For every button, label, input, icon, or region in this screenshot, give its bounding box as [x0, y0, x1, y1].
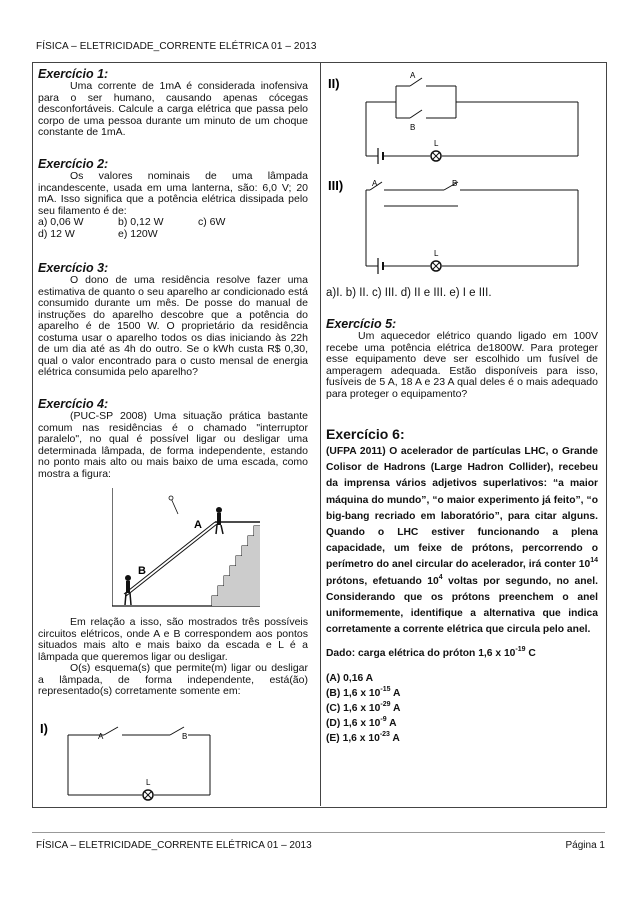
circuit-ii-switch-b: B [410, 123, 416, 132]
circuit-i [38, 715, 248, 805]
alternative-c-exponent: -29 [380, 701, 391, 709]
exercise-5-text: Um aquecedor elétrico quando ligado em 100V recebe uma potência elétrica de1800W. Para proteger esse equipamento deve ser escolhido um fusível de amperagem adequada. Estão disponíveis para isso, fusíveis de 5 A, 18 A e 23 A qual deles é o mais adequado para proteger o equipamento? [326, 330, 598, 400]
exercise-6-text-part-2: prótons, efetuando 10 [326, 575, 439, 587]
exercise-5 [326, 318, 598, 400]
alternative-c-unit: A [390, 703, 401, 715]
exercise-6-text-part-1: (UFPA 2011) O acelerador de partículas LHC, o Grande Colisor de Hadrons (Large Hadron Collider), recebeu da imprensa vários adjetivos superlativos: “a maior máquina do mundo”, “o maior experimento já feito”, “o big-bang recriado em laboratório”, para citar alguns. Quando o LHC estiver funcionando a plena capacidade, um feixe de prótons, percorrendo o perímetro do anel circular do acelerador, irá conter 10 [326, 446, 598, 571]
alternative-e-exponent: -23 [379, 731, 390, 739]
exercise-3-text: O dono de uma residência resolve fazer uma estimativa de quanto o seu aparelho ar condicionado está consumido durante um mês. De posse do manual de instruções do aparelho descobre que a potência do aparelho é de 1500 W. O proprietário da residência costuma usar o aparelho todos os dias iniciando às 22h de um dia até as 4h do outro. Se o kWh custa R$ 0,30, qual o valor encontrado para o custo mensal de energia elétrica consumida pelo aparelho? [38, 274, 308, 378]
exercise-1-title: Exercício 1: [38, 67, 109, 81]
circuit-i-switch-a: A [98, 732, 104, 741]
circuit-ii-switch-a: A [410, 71, 416, 80]
exercise-4-continued [38, 617, 308, 698]
exercise-4 [38, 398, 308, 480]
circuit-iii-lamp-label: L [434, 249, 439, 258]
given-unit: C [525, 648, 536, 660]
alternative-b-text: (B) 1,6 x 10 [326, 687, 381, 699]
option-d: d) 12 W [38, 227, 75, 240]
column-divider [320, 62, 321, 806]
alternative-b-unit: A [390, 687, 401, 699]
circuit-i-label: I) [40, 721, 48, 736]
exercise-6-alternatives [326, 671, 598, 747]
exercise-5-title: Exercício 5: [326, 317, 397, 331]
exercise-1 [38, 68, 308, 139]
exercise-3-title: Exercício 3: [38, 261, 109, 275]
alternative-a [326, 671, 598, 686]
footer-divider [32, 832, 605, 833]
circuit-iii-switch-a: A [372, 179, 378, 188]
circuit-iii-label: III) [328, 178, 344, 193]
alternative-d [326, 716, 598, 731]
exercise-3 [38, 262, 308, 379]
alternative-d-text: (D) 1,6 x 10 [326, 718, 381, 730]
exponent-turns: 4 [438, 573, 443, 581]
exercise-2-text: Os valores nominais de uma lâmpada incandescente, usada em uma lanterna, são: 6,0 V; 20 mA. Isso significa que a potência elétrica dissipada pelo seu filamento é de: [38, 170, 308, 217]
given-exponent: -19 [515, 646, 526, 654]
exercise-2-title: Exercício 2: [38, 157, 109, 171]
alternative-c-text: (C) 1,6 x 10 [326, 703, 381, 715]
exercise-6-given [326, 646, 598, 662]
alternative-e-unit: A [389, 733, 400, 745]
exercise-6-text-part-3: voltas por segundo, no anel. Considerando que os prótons preenchem o anel uniformemente, identifique a alternativa que indica corretamente a corrente elétrica que circula pelo anel. [326, 575, 598, 636]
circuit-ii-label: II) [328, 76, 340, 91]
alternative-d-exponent: -9 [380, 716, 387, 724]
stair-label-a: A [194, 519, 202, 531]
exercise-4-answers [326, 288, 598, 300]
option-a: a) 0,06 W [38, 216, 84, 228]
circuit-i-lamp-label: L [146, 778, 151, 787]
page-header: FÍSICA – ELETRICIDADE_CORRENTE ELÉTRICA 01 – 2013 [36, 41, 317, 52]
option-b: b) 0,12 W [118, 216, 164, 228]
option-e: e) 120W [118, 227, 158, 240]
alternative-b [326, 686, 598, 701]
circuit-i-switch-b: B [182, 732, 188, 741]
given-text: Dado: carga elétrica do próton 1,6 x 10 [326, 648, 516, 660]
circuit-iii [326, 174, 596, 282]
alternative-e-text: (E) 1,6 x 10 [326, 733, 380, 745]
alternative-b-exponent: -15 [380, 685, 391, 693]
exercise-4-answer-line: a)I. b) II. c) III. d) II e III. e) I e III. [326, 287, 492, 299]
circuit-ii [326, 66, 596, 172]
exponent-protons: 14 [590, 557, 598, 565]
exercise-6-text [326, 444, 598, 638]
exercise-4-text-2: Em relação a isso, são mostrados três possíveis circuitos elétricos, onde A e B correspondem aos pontos situados mais alto e mais baixo da escada e L é a lâmpada que queremos ligar ou desligar. [38, 616, 308, 663]
exercise-1-text: Uma corrente de 1mA é considerada inofensiva para o ser humano, causando apenas cócegas desconfortáveis. Calcule a carga elétrica que passa pelo corpo de uma pessoa durante um minuto de um choque constante de 1mA. [38, 80, 308, 138]
staircase-figure [112, 488, 262, 612]
alternative-c [326, 701, 598, 716]
exercise-2 [38, 158, 308, 240]
circuit-iii-switch-b: B [452, 179, 458, 188]
alternative-d-unit: A [386, 718, 397, 730]
circuit-ii-lamp-label: L [434, 139, 439, 148]
exercise-2-options [38, 217, 308, 240]
exercise-6-title: Exercício 6: [326, 426, 405, 442]
option-c: c) 6W [198, 216, 226, 228]
exercise-4-text-3: O(s) esquema(s) que permite(m) ligar ou desligar a lâmpada, de forma independente, está(ão) representado(s) corretamente somente em: [38, 662, 308, 697]
alternative-e [326, 731, 598, 746]
exercise-4-text: (PUC-SP 2008) Uma situação prática bastante comum nas residências é o chamado "interruptor paralelo", no qual é possível ligar ou desligar uma determinada lâmpada, de forma independente, estando no ponto mais alto ou mais baixo de uma escada, como mostra a figura: [38, 410, 308, 480]
exercise-6 [326, 426, 598, 747]
alternative-a-text: (A) 0,16 A [326, 672, 374, 684]
page-number: Página 1 [565, 840, 605, 851]
stair-label-b: B [138, 565, 146, 577]
footer-title: FÍSICA – ELETRICIDADE_CORRENTE ELÉTRICA 01 – 2013 [36, 840, 312, 851]
exercise-4-title: Exercício 4: [38, 397, 109, 411]
